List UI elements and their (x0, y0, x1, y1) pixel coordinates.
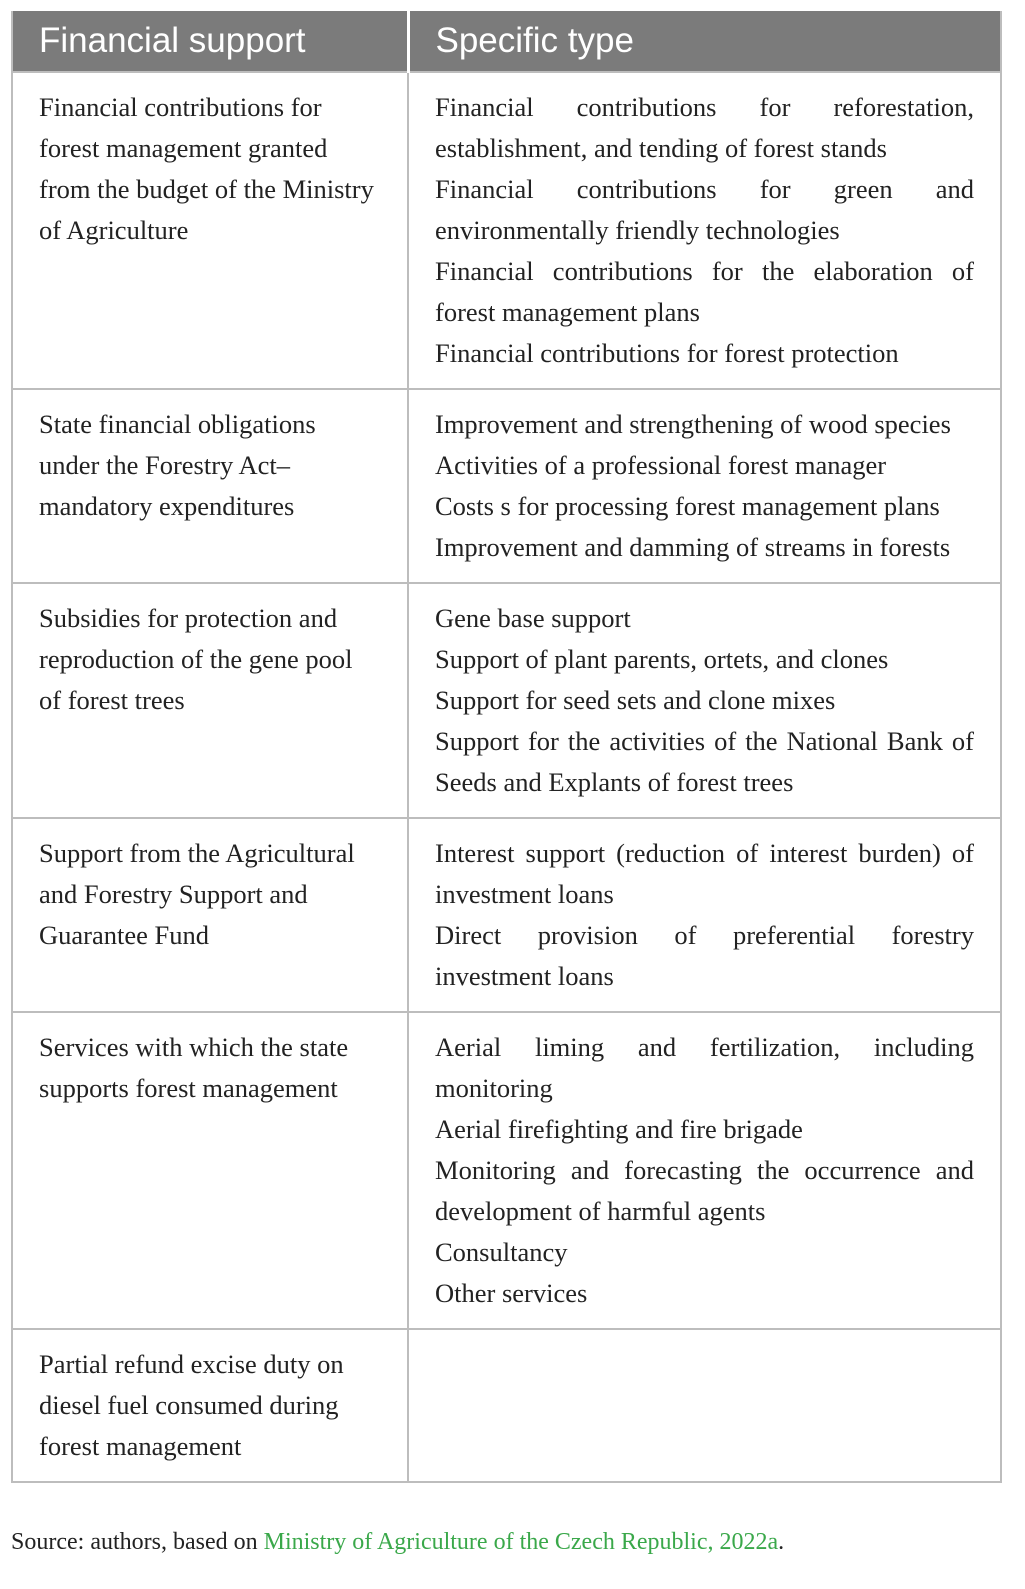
source-prefix: Source: authors, based on (11, 1529, 264, 1555)
header-row (12, 11, 1001, 72)
financial-support-cell: Partial refund excise duty on diesel fuel consumed during forest management (12, 1329, 408, 1482)
source-link[interactable]: Ministry of Agriculture of the Czech Republic, 2022a (263, 1529, 779, 1555)
financial-support-cell: Support from the Agricultural and Forestry Support and Guarantee Fund (12, 818, 408, 1012)
specific-type-item: Financial contributions for reforestation, establishment, and tending of forest stands (435, 92, 974, 163)
table-row (12, 583, 1001, 818)
financial-support-table (11, 11, 1002, 1483)
specific-type-item: Support for seed sets and clone mixes (435, 685, 836, 715)
table-row (12, 818, 1001, 1012)
financial-support-cell: Financial contributions for forest management granted from the budget of the Ministry of Agriculture (12, 72, 408, 389)
specific-type-item: Aerial firefighting and fire brigade (435, 1114, 803, 1144)
specific-type-cell (408, 1012, 1001, 1329)
specific-type-item: Costs s for processing forest management plans (435, 491, 940, 521)
specific-type-item: Improvement and strengthening of wood species (435, 409, 951, 439)
table-row (12, 389, 1001, 583)
table-body (12, 72, 1001, 1482)
specific-type-item: Monitoring and forecasting the occurrence and development of harmful agents (435, 1155, 974, 1226)
specific-type-item: Activities of a professional forest manager (435, 450, 887, 480)
specific-type-item: Improvement and damming of streams in forests (435, 532, 951, 562)
specific-type-cell (408, 583, 1001, 818)
header-financial-support: Financial support (12, 11, 408, 72)
specific-type-item: Direct provision of preferential forestry investment loans (435, 920, 974, 991)
support-table-container (11, 11, 1000, 1483)
specific-type-item: Support for the activities of the National Bank of Seeds and Explants of forest trees (435, 726, 974, 797)
specific-type-item: Aerial liming and fertilization, including monitoring (435, 1032, 974, 1103)
specific-type-cell (408, 72, 1001, 389)
specific-type-item: Financial contributions for forest protection (435, 338, 899, 368)
financial-support-cell: Subsidies for protection and reproduction of the gene pool of forest trees (12, 583, 408, 818)
table-header (12, 11, 1001, 72)
table-row (12, 1329, 1001, 1482)
header-specific-type: Specific type (408, 11, 1001, 72)
specific-type-item: Consultancy (435, 1237, 568, 1267)
source-suffix: . (778, 1529, 785, 1555)
specific-type-item: Support of plant parents, ortets, and clones (435, 644, 889, 674)
specific-type-item: Other services (435, 1278, 588, 1308)
specific-type-item: Interest support (reduction of interest burden) of investment loans (435, 838, 974, 909)
specific-type-item: Financial contributions for green and environmentally friendly technologies (435, 174, 974, 245)
table-row (12, 1012, 1001, 1329)
specific-type-cell (408, 1329, 1001, 1482)
specific-type-item: Gene base support (435, 603, 631, 633)
specific-type-cell (408, 818, 1001, 1012)
source-note (11, 1522, 784, 1562)
financial-support-cell: State financial obligations under the Forestry Act–mandatory expenditures (12, 389, 408, 583)
table-row (12, 72, 1001, 389)
financial-support-cell: Services with which the state supports forest management (12, 1012, 408, 1329)
specific-type-cell (408, 389, 1001, 583)
specific-type-item: Financial contributions for the elaboration of forest management plans (435, 256, 974, 327)
